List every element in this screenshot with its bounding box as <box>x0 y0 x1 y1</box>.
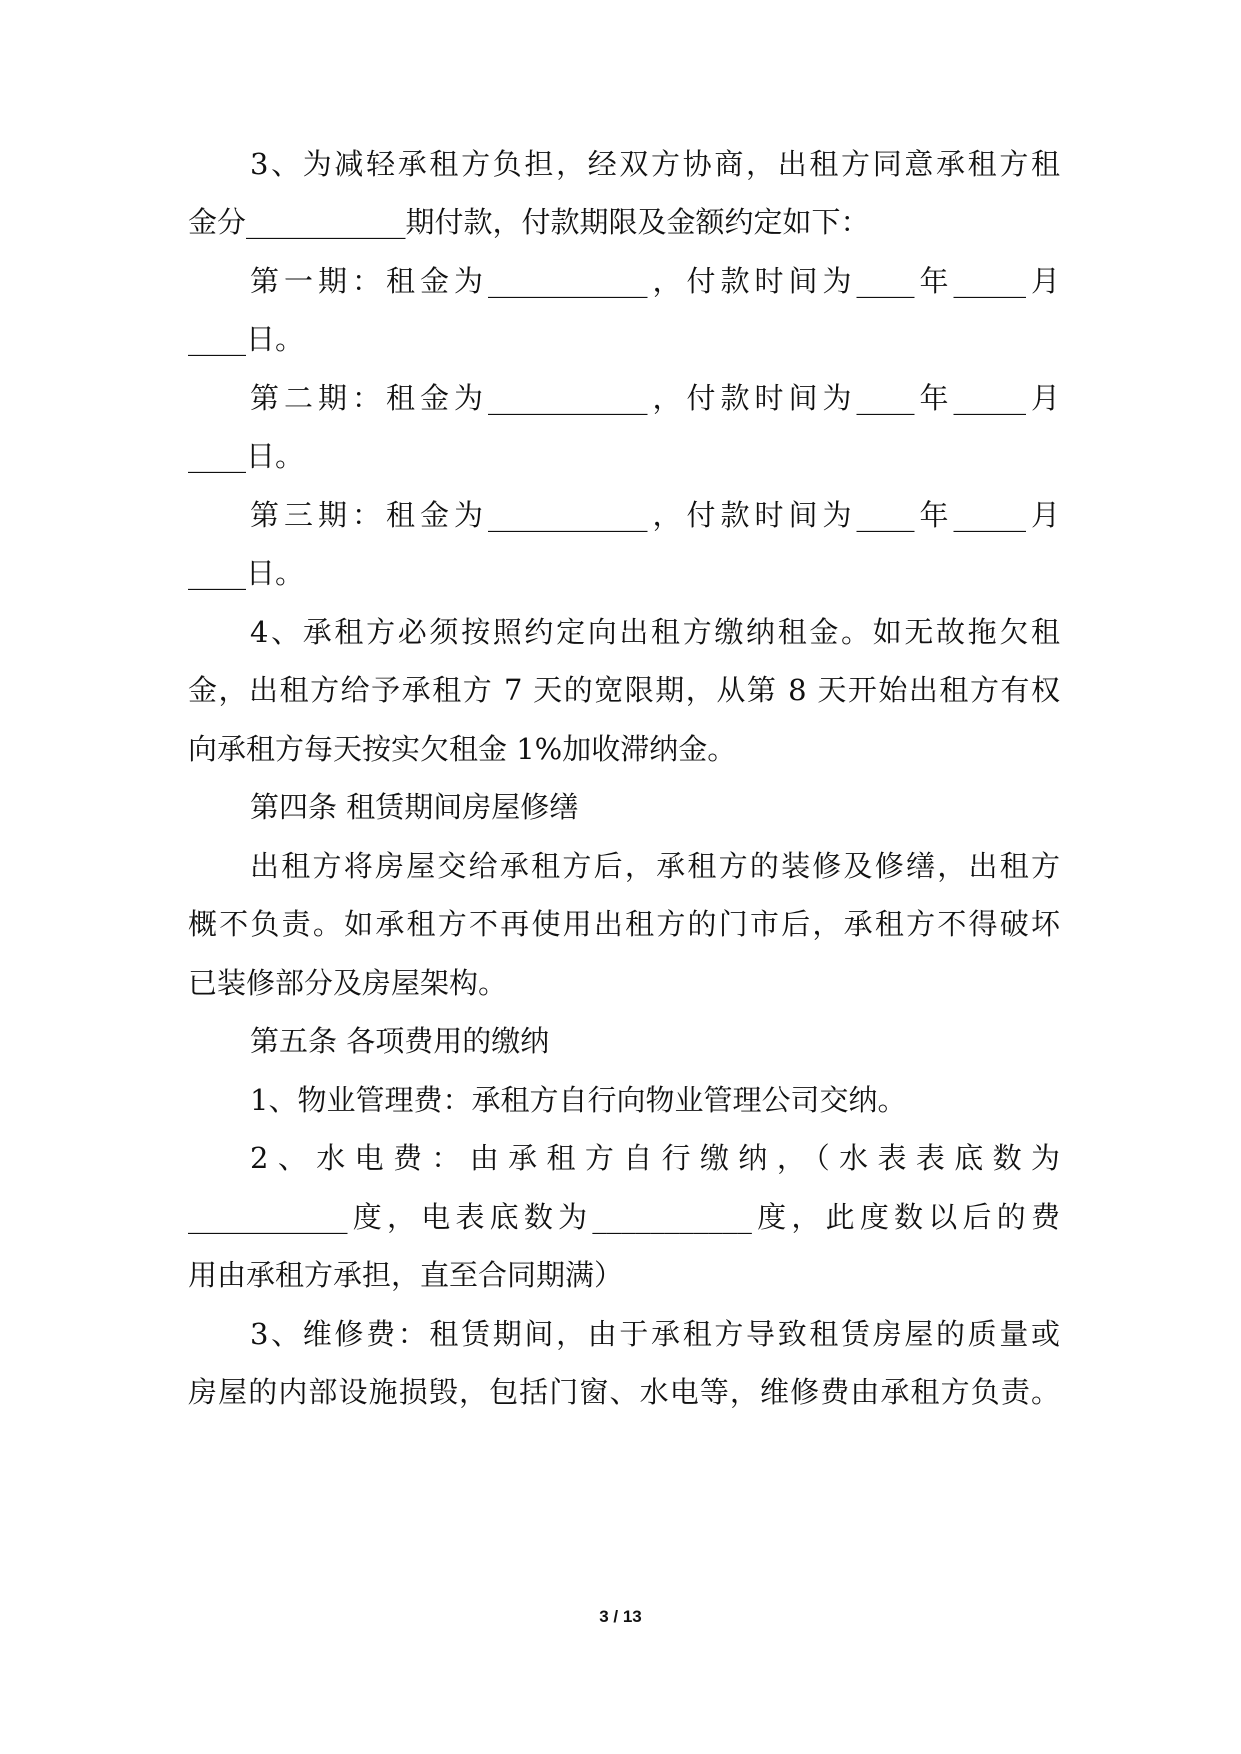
text-line: 金分___________期付款，付款期限及金额约定如下： <box>188 205 870 239</box>
page-number: 3 / 13 <box>599 1607 642 1626</box>
text-line: 房屋的内部设施损毁，包括门窗、水电等，维修费由承租方负责。 <box>188 1375 1060 1409</box>
text-line: 3、维修费：租赁期间，由于承租方导致租赁房屋的质量或 <box>250 1317 1060 1351</box>
section-heading: 第四条 租赁期间房屋修缮 <box>250 790 579 824</box>
text-line: 1、物业管理费：承租方自行向物业管理公司交纳。 <box>250 1083 907 1117</box>
text-line: 已装修部分及房屋架构。 <box>188 966 508 1000</box>
text-line: ____日。 <box>188 439 305 473</box>
text-line: 3、为减轻承租方负担，经双方协商，出租方同意承租方租 <box>250 147 1060 181</box>
text-line: 向承租方每天按实欠租金 1%加收滞纳金。 <box>188 732 737 766</box>
text-line: 用由承租方承担，直至合同期满） <box>188 1258 624 1292</box>
text-line: 2、水电费：由承租方自行缴纳，（水表表底数为 <box>250 1141 1060 1175</box>
text-line: 4、承租方必须按照约定向出租方缴纳租金。如无故拖欠租 <box>250 615 1060 649</box>
text-line: ____日。 <box>188 556 305 590</box>
text-line: ____日。 <box>188 322 305 356</box>
text-line: 第一期：租金为___________，付款时间为____年_____月 <box>250 264 1060 298</box>
text-line: 出租方将房屋交给承租方后，承租方的装修及修缮，出租方 <box>250 849 1060 883</box>
text-line: 第三期：租金为___________，付款时间为____年_____月 <box>250 498 1060 532</box>
section-heading: 第五条 各项费用的缴纳 <box>250 1024 550 1058</box>
text-line: 第二期：租金为___________，付款时间为____年_____月 <box>250 381 1060 415</box>
text-line: 金，出租方给予承租方 7 天的宽限期，从第 8 天开始出租方有权 <box>188 673 1060 707</box>
text-line: 概不负责。如承租方不再使用出租方的门市后，承租方不得破坏 <box>188 907 1060 941</box>
text-line: ___________度，电表底数为___________度，此度数以后的费 <box>188 1200 1060 1234</box>
